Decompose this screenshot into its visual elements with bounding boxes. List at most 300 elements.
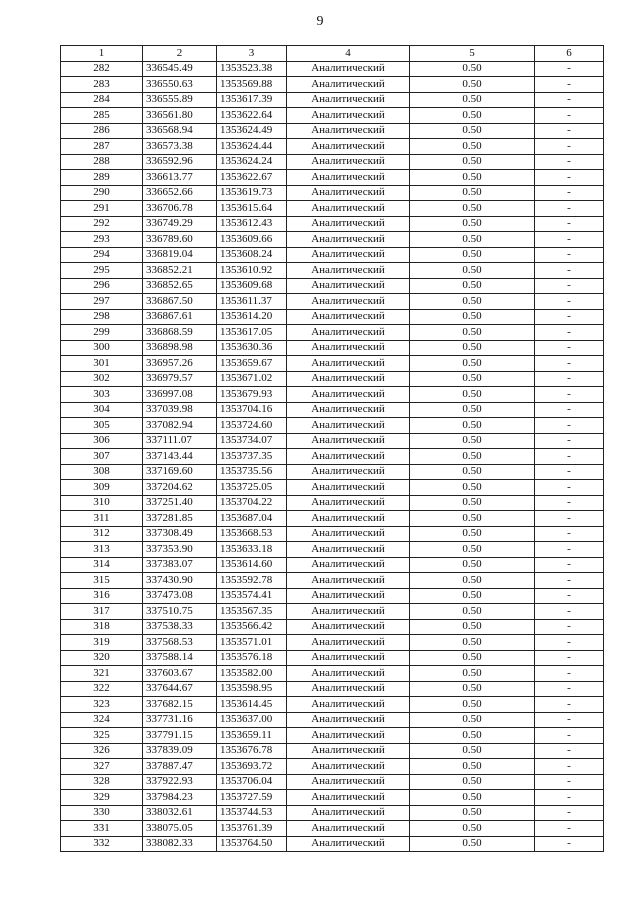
- y-coordinate-cell: 1353704.16: [217, 402, 287, 418]
- table-row: [61, 123, 604, 139]
- y-coordinate-cell: 1353611.37: [217, 294, 287, 310]
- method-cell: Аналитический: [287, 201, 410, 217]
- table-row: [61, 77, 604, 93]
- point-number-cell: 309: [61, 480, 143, 496]
- x-coordinate-cell: 337143.44: [143, 449, 217, 465]
- note-cell: -: [535, 573, 604, 589]
- y-coordinate-cell: 1353617.05: [217, 325, 287, 341]
- point-number-cell: 311: [61, 511, 143, 527]
- note-cell: -: [535, 619, 604, 635]
- y-coordinate-cell: 1353671.02: [217, 371, 287, 387]
- table-row: [61, 697, 604, 713]
- note-cell: -: [535, 123, 604, 139]
- accuracy-cell: 0.50: [410, 635, 535, 651]
- table-row: [61, 635, 604, 651]
- point-number-cell: 323: [61, 697, 143, 713]
- x-coordinate-cell: 337308.49: [143, 526, 217, 542]
- accuracy-cell: 0.50: [410, 743, 535, 759]
- note-cell: -: [535, 263, 604, 279]
- accuracy-cell: 0.50: [410, 790, 535, 806]
- point-number-cell: 318: [61, 619, 143, 635]
- accuracy-cell: 0.50: [410, 681, 535, 697]
- x-coordinate-cell: 337887.47: [143, 759, 217, 775]
- accuracy-cell: 0.50: [410, 759, 535, 775]
- point-number-cell: 329: [61, 790, 143, 806]
- y-coordinate-cell: 1353622.67: [217, 170, 287, 186]
- method-cell: Аналитический: [287, 697, 410, 713]
- column-header: 5: [410, 46, 535, 62]
- accuracy-cell: 0.50: [410, 139, 535, 155]
- point-number-cell: 296: [61, 278, 143, 294]
- y-coordinate-cell: 1353571.01: [217, 635, 287, 651]
- x-coordinate-cell: 336819.04: [143, 247, 217, 263]
- method-cell: Аналитический: [287, 139, 410, 155]
- y-coordinate-cell: 1353676.78: [217, 743, 287, 759]
- table-row: [61, 805, 604, 821]
- method-cell: Аналитический: [287, 185, 410, 201]
- y-coordinate-cell: 1353614.20: [217, 309, 287, 325]
- page-number: 9: [316, 14, 324, 29]
- point-number-cell: 327: [61, 759, 143, 775]
- point-number-cell: 286: [61, 123, 143, 139]
- point-number-cell: 288: [61, 154, 143, 170]
- accuracy-cell: 0.50: [410, 464, 535, 480]
- x-coordinate-cell: 336550.63: [143, 77, 217, 93]
- table-row: [61, 294, 604, 310]
- point-number-cell: 325: [61, 728, 143, 744]
- table-row: [61, 511, 604, 527]
- x-coordinate-cell: 337111.07: [143, 433, 217, 449]
- method-cell: Аналитический: [287, 774, 410, 790]
- point-number-cell: 322: [61, 681, 143, 697]
- table-row: [61, 340, 604, 356]
- note-cell: -: [535, 774, 604, 790]
- accuracy-cell: 0.50: [410, 92, 535, 108]
- accuracy-cell: 0.50: [410, 356, 535, 372]
- table-row: [61, 681, 604, 697]
- note-cell: -: [535, 604, 604, 620]
- note-cell: -: [535, 371, 604, 387]
- y-coordinate-cell: 1353624.24: [217, 154, 287, 170]
- accuracy-cell: 0.50: [410, 774, 535, 790]
- accuracy-cell: 0.50: [410, 712, 535, 728]
- accuracy-cell: 0.50: [410, 495, 535, 511]
- y-coordinate-cell: 1353744.53: [217, 805, 287, 821]
- method-cell: Аналитический: [287, 650, 410, 666]
- accuracy-cell: 0.50: [410, 61, 535, 77]
- method-cell: Аналитический: [287, 371, 410, 387]
- x-coordinate-cell: 337538.33: [143, 619, 217, 635]
- table-row: [61, 464, 604, 480]
- note-cell: -: [535, 557, 604, 573]
- x-coordinate-cell: 337169.60: [143, 464, 217, 480]
- method-cell: Аналитический: [287, 681, 410, 697]
- method-cell: Аналитический: [287, 356, 410, 372]
- point-number-cell: 293: [61, 232, 143, 248]
- note-cell: -: [535, 340, 604, 356]
- point-number-cell: 284: [61, 92, 143, 108]
- point-number-cell: 319: [61, 635, 143, 651]
- x-coordinate-cell: 336652.66: [143, 185, 217, 201]
- note-cell: -: [535, 77, 604, 93]
- accuracy-cell: 0.50: [410, 511, 535, 527]
- table-row: [61, 154, 604, 170]
- table-row: [61, 433, 604, 449]
- x-coordinate-cell: 337922.93: [143, 774, 217, 790]
- column-header: 4: [287, 46, 410, 62]
- y-coordinate-cell: 1353764.50: [217, 836, 287, 852]
- point-number-cell: 299: [61, 325, 143, 341]
- table-row: [61, 650, 604, 666]
- table-row: [61, 263, 604, 279]
- note-cell: -: [535, 712, 604, 728]
- x-coordinate-cell: 336573.38: [143, 139, 217, 155]
- table-row: [61, 309, 604, 325]
- point-number-cell: 317: [61, 604, 143, 620]
- accuracy-cell: 0.50: [410, 247, 535, 263]
- method-cell: Аналитический: [287, 92, 410, 108]
- y-coordinate-cell: 1353614.45: [217, 697, 287, 713]
- y-coordinate-cell: 1353706.04: [217, 774, 287, 790]
- point-number-cell: 314: [61, 557, 143, 573]
- point-number-cell: 330: [61, 805, 143, 821]
- point-number-cell: 305: [61, 418, 143, 434]
- y-coordinate-cell: 1353609.66: [217, 232, 287, 248]
- note-cell: -: [535, 170, 604, 186]
- method-cell: Аналитический: [287, 123, 410, 139]
- x-coordinate-cell: 336852.21: [143, 263, 217, 279]
- point-number-cell: 331: [61, 821, 143, 837]
- method-cell: Аналитический: [287, 635, 410, 651]
- accuracy-cell: 0.50: [410, 309, 535, 325]
- note-cell: -: [535, 92, 604, 108]
- y-coordinate-cell: 1353617.39: [217, 92, 287, 108]
- y-coordinate-cell: 1353567.35: [217, 604, 287, 620]
- table-row: [61, 232, 604, 248]
- method-cell: Аналитический: [287, 526, 410, 542]
- method-cell: Аналитический: [287, 216, 410, 232]
- y-coordinate-cell: 1353668.53: [217, 526, 287, 542]
- method-cell: Аналитический: [287, 247, 410, 263]
- note-cell: -: [535, 464, 604, 480]
- point-number-cell: 294: [61, 247, 143, 263]
- point-number-cell: 289: [61, 170, 143, 186]
- table-row: [61, 356, 604, 372]
- table-header: [61, 46, 604, 62]
- method-cell: Аналитический: [287, 743, 410, 759]
- method-cell: Аналитический: [287, 790, 410, 806]
- point-number-cell: 297: [61, 294, 143, 310]
- column-header: 2: [143, 46, 217, 62]
- note-cell: -: [535, 387, 604, 403]
- note-cell: -: [535, 697, 604, 713]
- y-coordinate-cell: 1353630.36: [217, 340, 287, 356]
- point-number-cell: 285: [61, 108, 143, 124]
- y-coordinate-cell: 1353615.64: [217, 201, 287, 217]
- method-cell: Аналитический: [287, 402, 410, 418]
- note-cell: -: [535, 542, 604, 558]
- x-coordinate-cell: 337353.90: [143, 542, 217, 558]
- y-coordinate-cell: 1353566.42: [217, 619, 287, 635]
- table-row: [61, 619, 604, 635]
- note-cell: -: [535, 139, 604, 155]
- method-cell: Аналитический: [287, 61, 410, 77]
- table-row: [61, 170, 604, 186]
- x-coordinate-cell: 337204.62: [143, 480, 217, 496]
- accuracy-cell: 0.50: [410, 821, 535, 837]
- accuracy-cell: 0.50: [410, 836, 535, 852]
- note-cell: -: [535, 526, 604, 542]
- table-row: [61, 371, 604, 387]
- y-coordinate-cell: 1353737.35: [217, 449, 287, 465]
- y-coordinate-cell: 1353734.07: [217, 433, 287, 449]
- accuracy-cell: 0.50: [410, 278, 535, 294]
- accuracy-cell: 0.50: [410, 573, 535, 589]
- x-coordinate-cell: 336789.60: [143, 232, 217, 248]
- y-coordinate-cell: 1353612.43: [217, 216, 287, 232]
- point-number-cell: 300: [61, 340, 143, 356]
- note-cell: -: [535, 185, 604, 201]
- note-cell: -: [535, 588, 604, 604]
- x-coordinate-cell: 337568.53: [143, 635, 217, 651]
- accuracy-cell: 0.50: [410, 557, 535, 573]
- y-coordinate-cell: 1353614.60: [217, 557, 287, 573]
- accuracy-cell: 0.50: [410, 619, 535, 635]
- table-row: [61, 743, 604, 759]
- accuracy-cell: 0.50: [410, 588, 535, 604]
- accuracy-cell: 0.50: [410, 542, 535, 558]
- x-coordinate-cell: 337473.08: [143, 588, 217, 604]
- point-number-cell: 328: [61, 774, 143, 790]
- note-cell: -: [535, 294, 604, 310]
- accuracy-cell: 0.50: [410, 387, 535, 403]
- y-coordinate-cell: 1353704.22: [217, 495, 287, 511]
- note-cell: -: [535, 836, 604, 852]
- point-number-cell: 320: [61, 650, 143, 666]
- point-number-cell: 295: [61, 263, 143, 279]
- table-row: [61, 774, 604, 790]
- accuracy-cell: 0.50: [410, 77, 535, 93]
- method-cell: Аналитический: [287, 573, 410, 589]
- method-cell: Аналитический: [287, 340, 410, 356]
- method-cell: Аналитический: [287, 387, 410, 403]
- x-coordinate-cell: 337682.15: [143, 697, 217, 713]
- y-coordinate-cell: 1353659.67: [217, 356, 287, 372]
- accuracy-cell: 0.50: [410, 170, 535, 186]
- table-row: [61, 790, 604, 806]
- note-cell: -: [535, 511, 604, 527]
- method-cell: Аналитический: [287, 495, 410, 511]
- note-cell: -: [535, 325, 604, 341]
- y-coordinate-cell: 1353576.18: [217, 650, 287, 666]
- table-row: [61, 278, 604, 294]
- table-row: [61, 495, 604, 511]
- x-coordinate-cell: 338082.33: [143, 836, 217, 852]
- method-cell: Аналитический: [287, 588, 410, 604]
- y-coordinate-cell: 1353610.92: [217, 263, 287, 279]
- accuracy-cell: 0.50: [410, 216, 535, 232]
- accuracy-cell: 0.50: [410, 402, 535, 418]
- y-coordinate-cell: 1353574.41: [217, 588, 287, 604]
- accuracy-cell: 0.50: [410, 418, 535, 434]
- note-cell: -: [535, 278, 604, 294]
- method-cell: Аналитический: [287, 77, 410, 93]
- note-cell: -: [535, 356, 604, 372]
- method-cell: Аналитический: [287, 728, 410, 744]
- x-coordinate-cell: 337510.75: [143, 604, 217, 620]
- y-coordinate-cell: 1353735.56: [217, 464, 287, 480]
- table-row: [61, 526, 604, 542]
- accuracy-cell: 0.50: [410, 325, 535, 341]
- point-number-cell: 283: [61, 77, 143, 93]
- table-row: [61, 604, 604, 620]
- y-coordinate-cell: 1353619.73: [217, 185, 287, 201]
- note-cell: -: [535, 216, 604, 232]
- x-coordinate-cell: 337251.40: [143, 495, 217, 511]
- note-cell: -: [535, 821, 604, 837]
- table-row: [61, 728, 604, 744]
- note-cell: -: [535, 666, 604, 682]
- accuracy-cell: 0.50: [410, 433, 535, 449]
- y-coordinate-cell: 1353725.05: [217, 480, 287, 496]
- x-coordinate-cell: 336561.80: [143, 108, 217, 124]
- note-cell: -: [535, 449, 604, 465]
- x-coordinate-cell: 336867.61: [143, 309, 217, 325]
- method-cell: Аналитический: [287, 805, 410, 821]
- method-cell: Аналитический: [287, 294, 410, 310]
- y-coordinate-cell: 1353598.95: [217, 681, 287, 697]
- method-cell: Аналитический: [287, 619, 410, 635]
- accuracy-cell: 0.50: [410, 108, 535, 124]
- note-cell: -: [535, 154, 604, 170]
- method-cell: Аналитический: [287, 309, 410, 325]
- table-row: [61, 185, 604, 201]
- point-number-cell: 302: [61, 371, 143, 387]
- note-cell: -: [535, 728, 604, 744]
- table-row: [61, 821, 604, 837]
- note-cell: -: [535, 232, 604, 248]
- y-coordinate-cell: 1353624.49: [217, 123, 287, 139]
- point-number-cell: 324: [61, 712, 143, 728]
- table-row: [61, 588, 604, 604]
- x-coordinate-cell: 337430.90: [143, 573, 217, 589]
- x-coordinate-cell: 337383.07: [143, 557, 217, 573]
- x-coordinate-cell: 336867.50: [143, 294, 217, 310]
- x-coordinate-cell: 336868.59: [143, 325, 217, 341]
- x-coordinate-cell: 338032.61: [143, 805, 217, 821]
- point-number-cell: 316: [61, 588, 143, 604]
- point-number-cell: 332: [61, 836, 143, 852]
- accuracy-cell: 0.50: [410, 123, 535, 139]
- y-coordinate-cell: 1353693.72: [217, 759, 287, 775]
- table-row: [61, 418, 604, 434]
- accuracy-cell: 0.50: [410, 449, 535, 465]
- method-cell: Аналитический: [287, 836, 410, 852]
- method-cell: Аналитический: [287, 232, 410, 248]
- accuracy-cell: 0.50: [410, 201, 535, 217]
- table-row: [61, 216, 604, 232]
- note-cell: -: [535, 759, 604, 775]
- method-cell: Аналитический: [287, 464, 410, 480]
- note-cell: -: [535, 635, 604, 651]
- table-row: [61, 557, 604, 573]
- x-coordinate-cell: 336545.49: [143, 61, 217, 77]
- method-cell: Аналитический: [287, 511, 410, 527]
- note-cell: -: [535, 790, 604, 806]
- table-row: [61, 201, 604, 217]
- point-number-cell: 326: [61, 743, 143, 759]
- method-cell: Аналитический: [287, 263, 410, 279]
- point-number-cell: 313: [61, 542, 143, 558]
- x-coordinate-cell: 336568.94: [143, 123, 217, 139]
- y-coordinate-cell: 1353687.04: [217, 511, 287, 527]
- note-cell: -: [535, 309, 604, 325]
- point-number-cell: 307: [61, 449, 143, 465]
- table-row: [61, 402, 604, 418]
- y-coordinate-cell: 1353761.39: [217, 821, 287, 837]
- note-cell: -: [535, 402, 604, 418]
- table-row: [61, 325, 604, 341]
- note-cell: -: [535, 650, 604, 666]
- y-coordinate-cell: 1353724.60: [217, 418, 287, 434]
- x-coordinate-cell: 336749.29: [143, 216, 217, 232]
- point-number-cell: 315: [61, 573, 143, 589]
- point-number-cell: 321: [61, 666, 143, 682]
- y-coordinate-cell: 1353637.00: [217, 712, 287, 728]
- point-number-cell: 308: [61, 464, 143, 480]
- note-cell: -: [535, 480, 604, 496]
- y-coordinate-cell: 1353659.11: [217, 728, 287, 744]
- accuracy-cell: 0.50: [410, 232, 535, 248]
- y-coordinate-cell: 1353569.88: [217, 77, 287, 93]
- method-cell: Аналитический: [287, 108, 410, 124]
- method-cell: Аналитический: [287, 170, 410, 186]
- note-cell: -: [535, 201, 604, 217]
- x-coordinate-cell: 336613.77: [143, 170, 217, 186]
- accuracy-cell: 0.50: [410, 294, 535, 310]
- x-coordinate-cell: 336706.78: [143, 201, 217, 217]
- method-cell: Аналитический: [287, 480, 410, 496]
- method-cell: Аналитический: [287, 433, 410, 449]
- point-number-cell: 310: [61, 495, 143, 511]
- x-coordinate-cell: 337644.67: [143, 681, 217, 697]
- table-row: [61, 759, 604, 775]
- point-number-cell: 306: [61, 433, 143, 449]
- x-coordinate-cell: 337731.16: [143, 712, 217, 728]
- method-cell: Аналитический: [287, 325, 410, 341]
- point-number-cell: 292: [61, 216, 143, 232]
- accuracy-cell: 0.50: [410, 263, 535, 279]
- point-number-cell: 304: [61, 402, 143, 418]
- table-row: [61, 61, 604, 77]
- method-cell: Аналитический: [287, 666, 410, 682]
- column-header: 6: [535, 46, 604, 62]
- table-row: [61, 387, 604, 403]
- x-coordinate-cell: 337588.14: [143, 650, 217, 666]
- accuracy-cell: 0.50: [410, 650, 535, 666]
- table-row: [61, 573, 604, 589]
- point-number-cell: 287: [61, 139, 143, 155]
- x-coordinate-cell: 338075.05: [143, 821, 217, 837]
- y-coordinate-cell: 1353624.44: [217, 139, 287, 155]
- table-row: [61, 836, 604, 852]
- table-row: [61, 449, 604, 465]
- table-row: [61, 247, 604, 263]
- accuracy-cell: 0.50: [410, 154, 535, 170]
- coordinates-table: [60, 45, 604, 852]
- x-coordinate-cell: 337039.98: [143, 402, 217, 418]
- note-cell: -: [535, 495, 604, 511]
